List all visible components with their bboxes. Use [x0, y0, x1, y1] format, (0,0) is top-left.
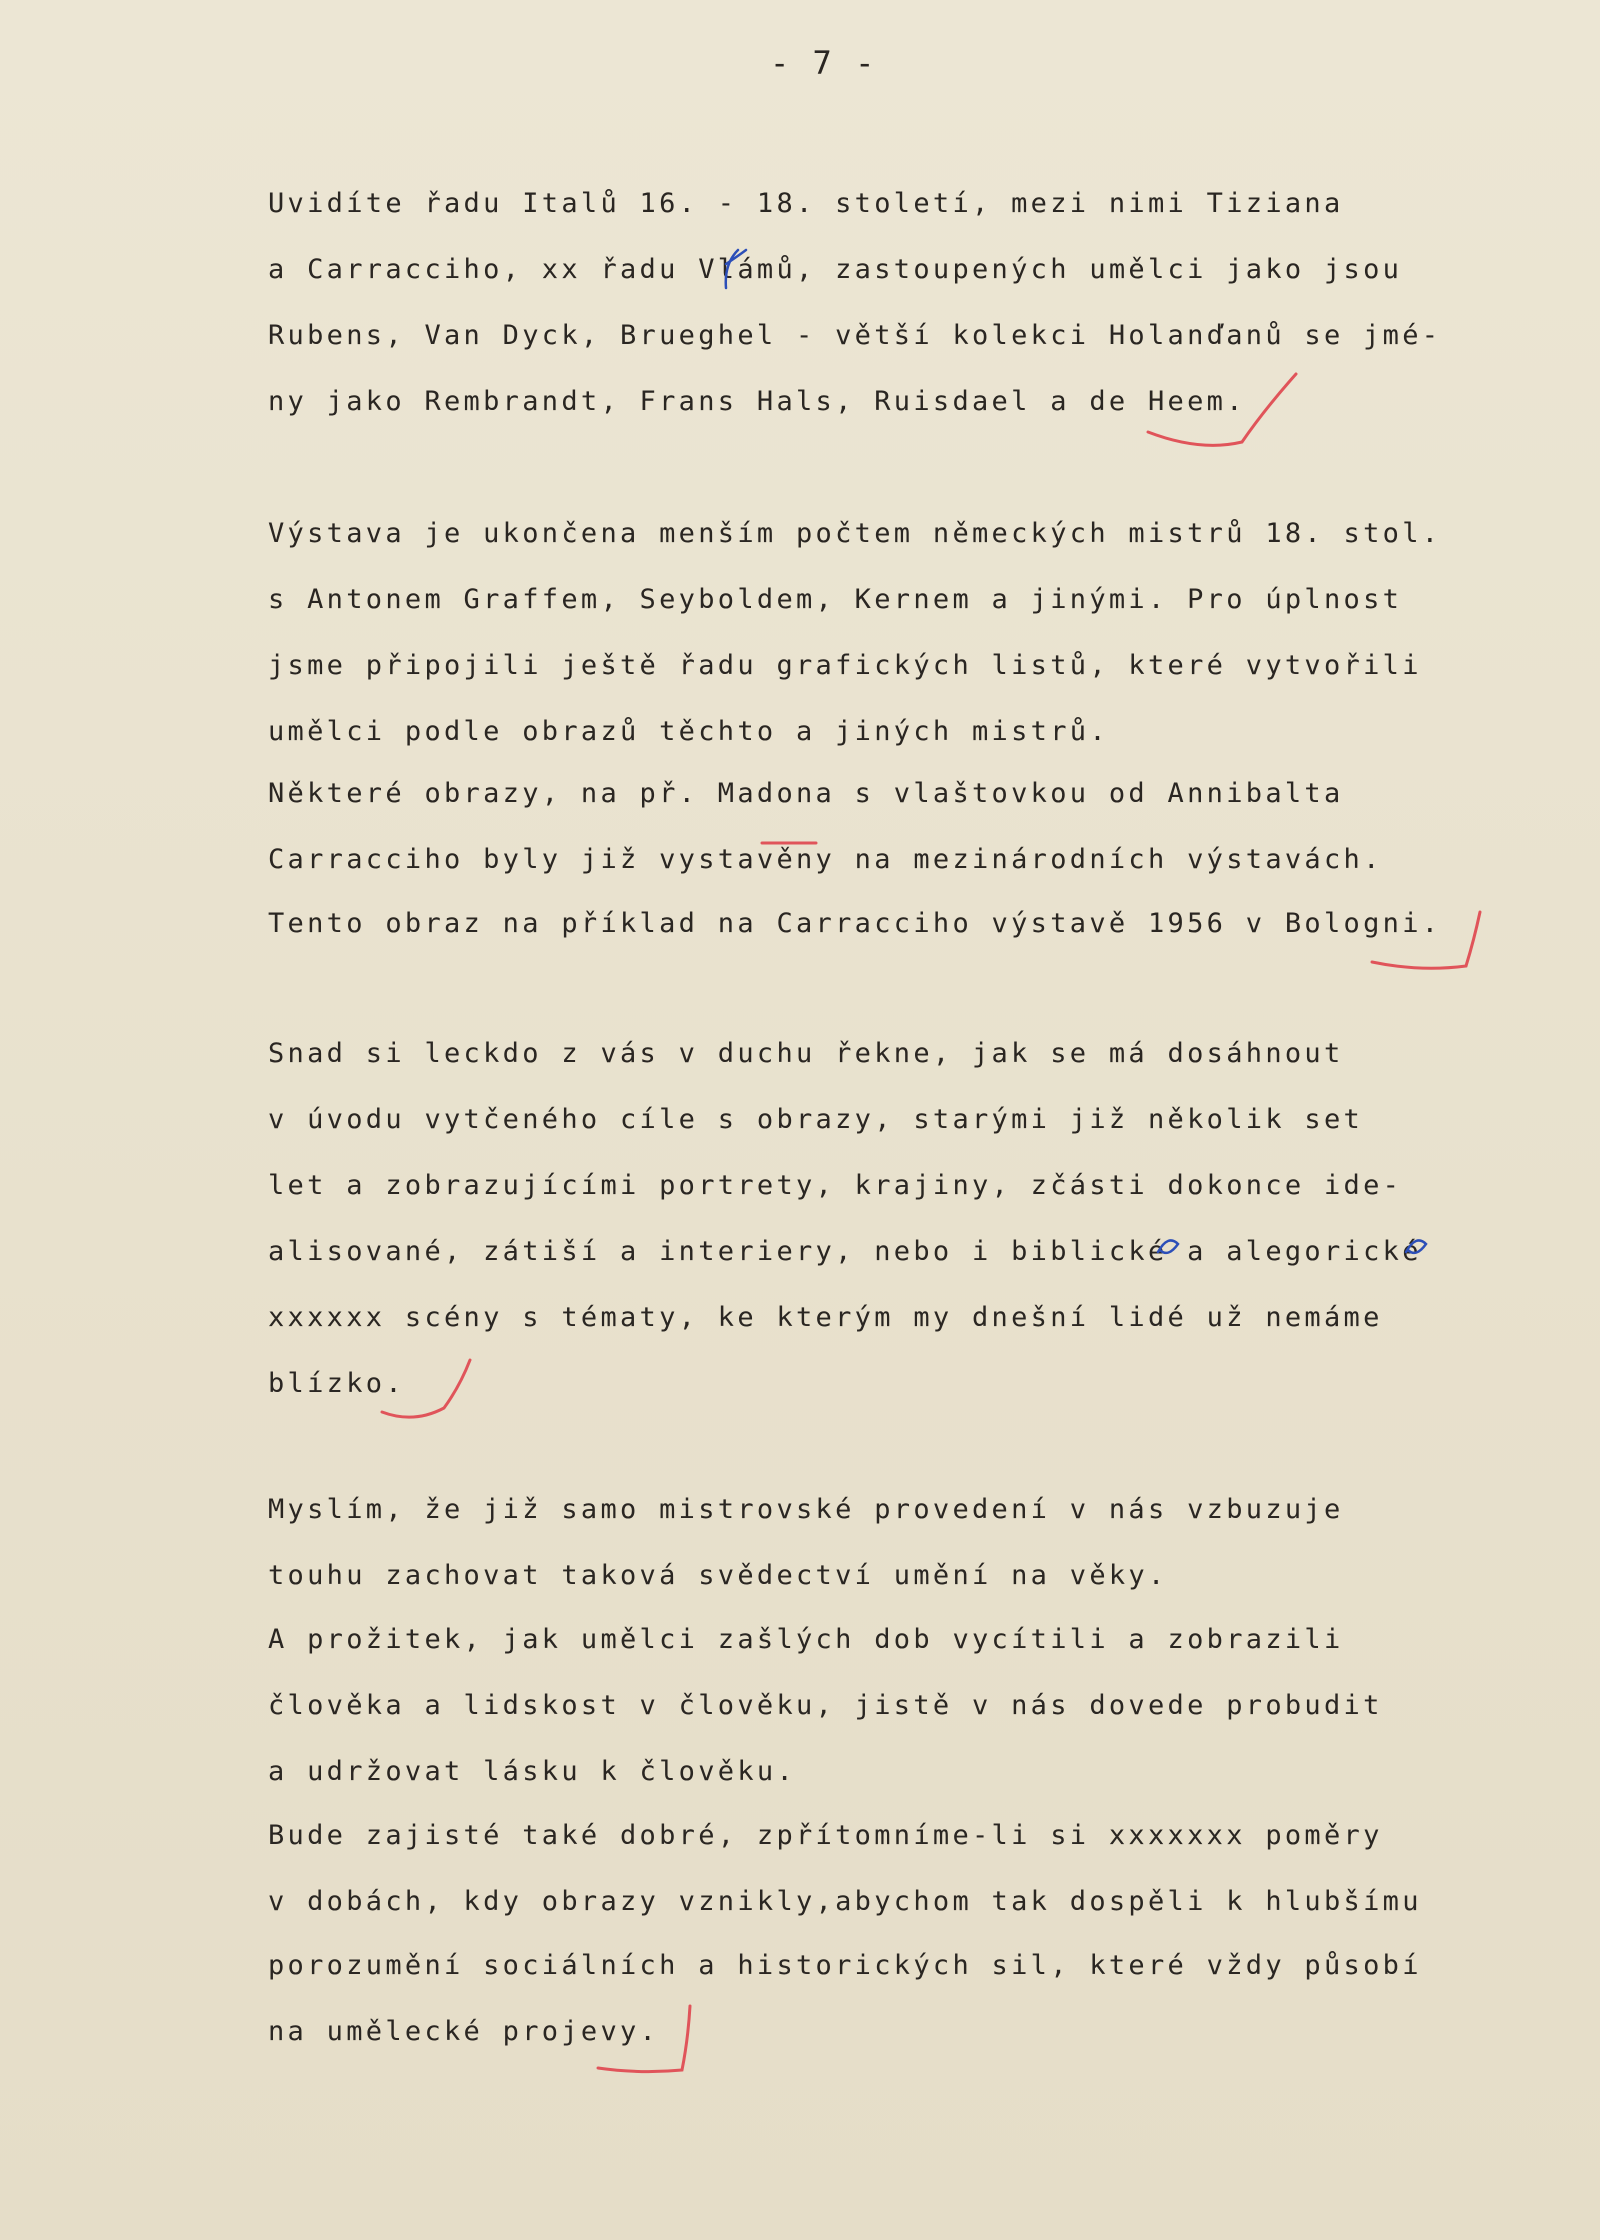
text-line: v úvodu vytčeného cíle s obrazy, starými již několik set [268, 1104, 1364, 1135]
text-line: touhu zachovat taková svědectví umění na věky. [268, 1560, 1168, 1591]
text-line: Carracciho byly již vystavěny na mezinárodních výstavách. [268, 844, 1383, 875]
text-line: Bude zajisté také dobré, zpřítomníme-li si xxxxxxx poměry [268, 1820, 1383, 1851]
text-line: na umělecké projevy. [268, 2016, 660, 2047]
text-line: Tento obraz na příklad na Carracciho výstavě 1956 v Bologni. [268, 908, 1442, 939]
page-number: - 7 - [770, 44, 877, 82]
text-line: Uvidíte řadu Italů 16. - 18. století, mezi nimi Tiziana [268, 188, 1344, 219]
text-line: a udržovat lásku k člověku. [268, 1756, 796, 1787]
text-line: umělci podle obrazů těchto a jiných mistrů. [268, 716, 1109, 747]
text-line: xxxxxx scény s tématy, ke kterým my dnešní lidé už nemáme [268, 1302, 1383, 1333]
text-line: Myslím, že již samo mistrovské provedení v nás vzbuzuje [268, 1494, 1344, 1525]
text-line: let a zobrazujícími portrety, krajiny, zčásti dokonce ide- [268, 1170, 1403, 1201]
text-line: člověka a lidskost v člověku, jistě v nás dovede probudit [268, 1690, 1383, 1721]
text-line: Některé obrazy, na př. Madona s vlaštovkou od Annibalta [268, 778, 1344, 809]
text-line: v dobách, kdy obrazy vznikly,abychom tak dospěli k hlubšímu [268, 1886, 1422, 1917]
text-line: a Carracciho, xx řadu Vlámů, zastoupených umělci jako jsou [268, 254, 1403, 285]
text-line: jsme připojili ještě řadu grafických listů, které vytvořili [268, 650, 1422, 681]
text-line: Výstava je ukončena menším počtem německých mistrů 18. stol. [268, 518, 1442, 549]
text-line: s Antonem Graffem, Seyboldem, Kernem a jinými. Pro úplnost [268, 584, 1403, 615]
text-line: blízko. [268, 1368, 405, 1399]
text-line: Snad si leckdo z vás v duchu řekne, jak se má dosáhnout [268, 1038, 1344, 1069]
text-line: ny jako Rembrandt, Frans Hals, Ruisdael a de Heem. [268, 386, 1246, 417]
text-line: alisované, zátiší a interiery, nebo i biblické a alegorické [268, 1236, 1422, 1267]
text-line: A prožitek, jak umělci zašlých dob vycítili a zobrazili [268, 1624, 1344, 1655]
text-line: porozumění sociálních a historických sil, které vždy působí [268, 1950, 1422, 1981]
text-line: Rubens, Van Dyck, Brueghel - větší kolekci Holanďanů se jmé- [268, 320, 1442, 351]
